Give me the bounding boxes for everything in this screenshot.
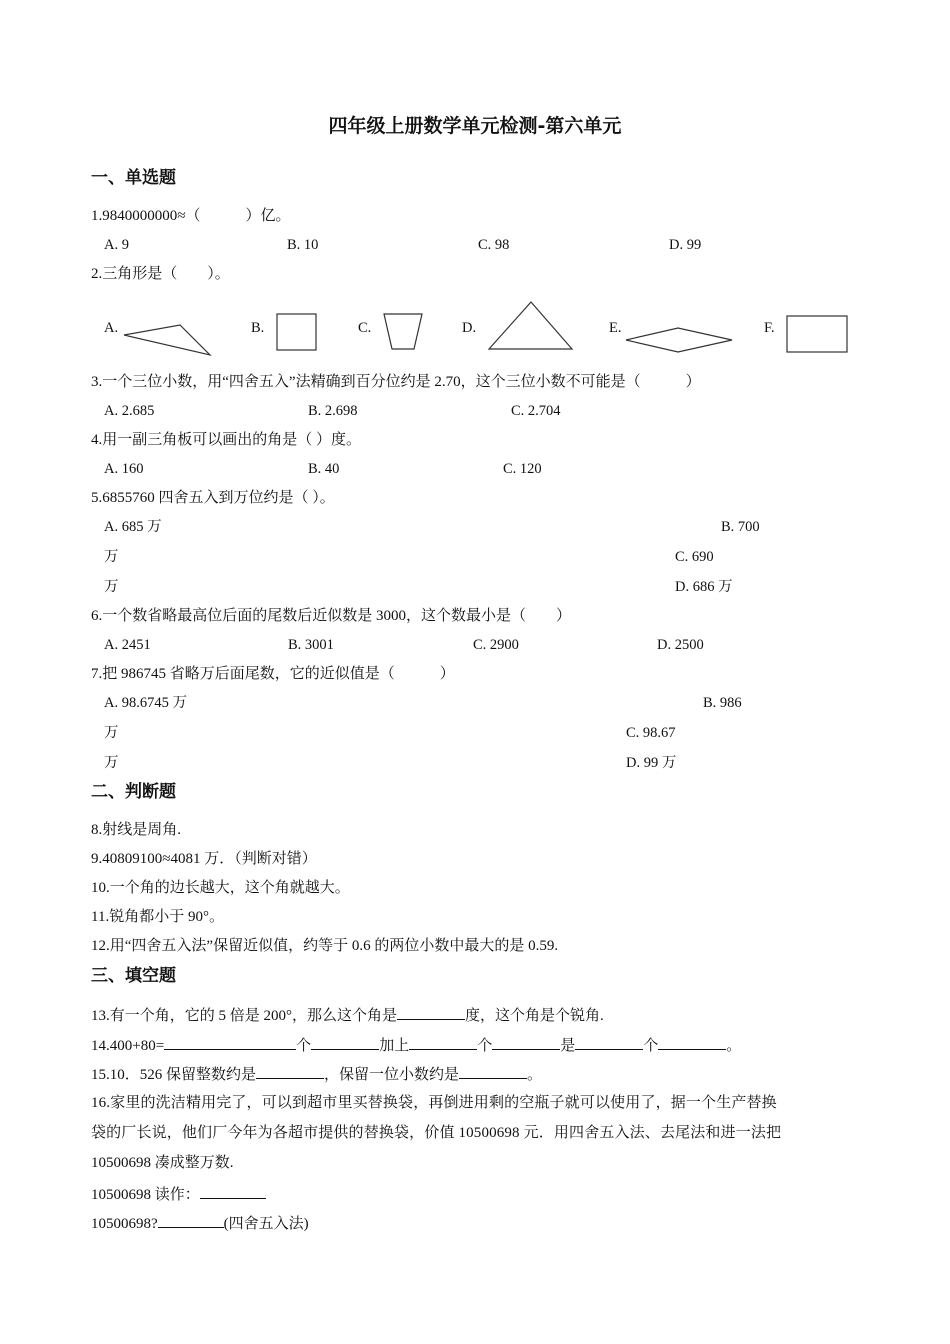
q5-option-c-unit: 万 — [104, 579, 119, 595]
q16-rounding-blank[interactable] — [158, 1212, 224, 1228]
question-3: 3.一个三位小数，用“四舍五入”法精确到百分位约是 2.70，这个三位小数不可能是（ ） — [91, 374, 701, 390]
q2-shape-c-trapezoid — [382, 312, 424, 352]
q14-text-part4: 个 — [477, 1038, 493, 1054]
question-6: 6.一个数省略最高位后面的尾数后近似数是 3000，这个数最小是（ ） — [91, 608, 572, 624]
question-2: 2.三角形是（ ）。 — [91, 266, 230, 282]
q6-option-c[interactable]: C. 2900 — [473, 637, 519, 653]
q2-shape-d-triangle — [487, 300, 575, 352]
q16-read-as-blank[interactable] — [200, 1183, 266, 1199]
q6-option-b[interactable]: B. 3001 — [288, 637, 334, 653]
q14-text-part1: 14.400+80= — [91, 1038, 165, 1054]
question-7: 7.把 986745 省略万后面尾数，它的近似值是（ ） — [91, 666, 455, 682]
q14-text-part2: 个 — [296, 1038, 312, 1054]
q2-option-b[interactable]: B. — [251, 320, 265, 336]
q2-option-e[interactable]: E. — [609, 320, 622, 336]
question-12: 12.用“四舍五入法”保留近似值，约等于 0.6 的两位小数中最大的是 0.59. — [91, 938, 559, 954]
question-13 — [91, 1004, 604, 1026]
question-10: 10.一个角的边长越大，这个角就越大。 — [91, 880, 350, 896]
q14-text-part5: 是 — [560, 1038, 576, 1054]
q4-option-c[interactable]: C. 120 — [503, 461, 542, 477]
question-4: 4.用一副三角板可以画出的角是（ ）度。 — [91, 432, 362, 448]
q13-text-part1: 13.有一个角，它的 5 倍是 200°，那么这个角是 — [91, 1008, 398, 1024]
q16-rounding — [91, 1212, 309, 1234]
q7-option-c-unit: 万 — [104, 755, 119, 771]
q3-option-b[interactable]: B. 2.698 — [308, 403, 358, 419]
question-16-line-1: 16.家里的洗洁精用完了，可以到超市里买替换袋，再倒进用剩的空瓶子就可以使用了，据一个生产替换 — [91, 1095, 777, 1111]
q5-option-c[interactable]: C. 690 — [675, 549, 714, 565]
q16-rounding-label: 10500698? — [91, 1216, 158, 1232]
q3-option-c[interactable]: C. 2.704 — [511, 403, 561, 419]
q5-option-b[interactable]: B. 700 — [721, 519, 760, 535]
q7-option-b[interactable]: B. 986 — [703, 695, 742, 711]
q13-text-part2: 度，这个角是个锐角. — [465, 1008, 604, 1024]
q14-text-part6: 个 — [643, 1038, 659, 1054]
question-16-line-3: 10500698 凑成整万数. — [91, 1155, 234, 1171]
question-1: 1.9840000000≈（ ）亿。 — [91, 208, 291, 224]
q6-option-a[interactable]: A. 2451 — [104, 637, 151, 653]
question-8: 8.射线是周角. — [91, 822, 182, 838]
q4-option-a[interactable]: A. 160 — [104, 461, 144, 477]
q14-blank-3[interactable] — [409, 1034, 477, 1050]
q14-blank-5[interactable] — [575, 1034, 643, 1050]
q3-option-a[interactable]: A. 2.685 — [104, 403, 155, 419]
question-14 — [91, 1034, 741, 1056]
q2-option-c[interactable]: C. — [358, 320, 372, 336]
q5-option-b-unit: 万 — [104, 549, 119, 565]
question-16-line-2: 袋的厂长说，他们厂今年为各超市提供的替换袋，价值 10500698 元．用四舍五入法、去尾法和进一法把 — [91, 1125, 782, 1141]
q15-blank-2[interactable] — [459, 1063, 527, 1079]
q14-blank-2[interactable] — [311, 1034, 379, 1050]
question-9: 9.40809100≈4081 万．（判断对错） — [91, 851, 317, 867]
q5-option-d[interactable]: D. 686 万 — [675, 579, 733, 595]
q14-blank-1[interactable] — [164, 1034, 296, 1050]
q2-shape-a-triangle — [122, 320, 214, 360]
q1-option-c[interactable]: C. 98 — [478, 237, 510, 253]
q15-text-part2: ，保留一位小数约是 — [324, 1067, 460, 1083]
q14-text-part3: 加上 — [379, 1038, 410, 1054]
q2-option-d[interactable]: D. — [462, 320, 477, 336]
page-title: 四年级上册数学单元检测-第六单元 — [328, 115, 622, 137]
q16-read-as — [91, 1183, 266, 1205]
q15-text-part1: 15.10．526 保留整数约是 — [91, 1067, 257, 1083]
q7-option-c[interactable]: C. 98.67 — [626, 725, 676, 741]
section-true-false: 二、判断题 — [91, 782, 176, 802]
section-fill-in: 三、填空题 — [91, 966, 176, 986]
q13-blank[interactable] — [397, 1004, 465, 1020]
q14-blank-6[interactable] — [658, 1034, 726, 1050]
q1-option-a[interactable]: A. 9 — [104, 237, 129, 253]
q7-option-d[interactable]: D. 99 万 — [626, 755, 677, 771]
q16-rounding-method: (四舍五入法) — [223, 1216, 309, 1232]
question-5: 5.6855760 四舍五入到万位约是（ ）。 — [91, 490, 335, 506]
q2-shape-e-rhombus — [624, 326, 734, 354]
q1-option-b[interactable]: B. 10 — [287, 237, 319, 253]
q6-option-d[interactable]: D. 2500 — [657, 637, 704, 653]
q15-blank-1[interactable] — [256, 1063, 324, 1079]
q7-option-b-unit: 万 — [104, 725, 119, 741]
q2-option-f[interactable]: F. — [764, 320, 775, 336]
q7-option-a[interactable]: A. 98.6745 万 — [104, 695, 187, 711]
q4-option-b[interactable]: B. 40 — [308, 461, 340, 477]
q14-text-part7: 。 — [726, 1038, 742, 1054]
q16-read-as-label: 10500698 读作： — [91, 1187, 200, 1203]
q1-option-d[interactable]: D. 99 — [669, 237, 702, 253]
question-15 — [91, 1063, 542, 1085]
question-11: 11.锐角都小于 90°。 — [91, 909, 224, 925]
q14-blank-4[interactable] — [492, 1034, 560, 1050]
q5-option-a[interactable]: A. 685 万 — [104, 519, 162, 535]
section-single-choice: 一、单选题 — [91, 168, 176, 188]
q15-text-part3: 。 — [527, 1067, 543, 1083]
q2-shape-b-square — [275, 312, 319, 352]
q2-option-a[interactable]: A. — [104, 320, 119, 336]
q2-shape-f-rectangle — [785, 314, 849, 354]
